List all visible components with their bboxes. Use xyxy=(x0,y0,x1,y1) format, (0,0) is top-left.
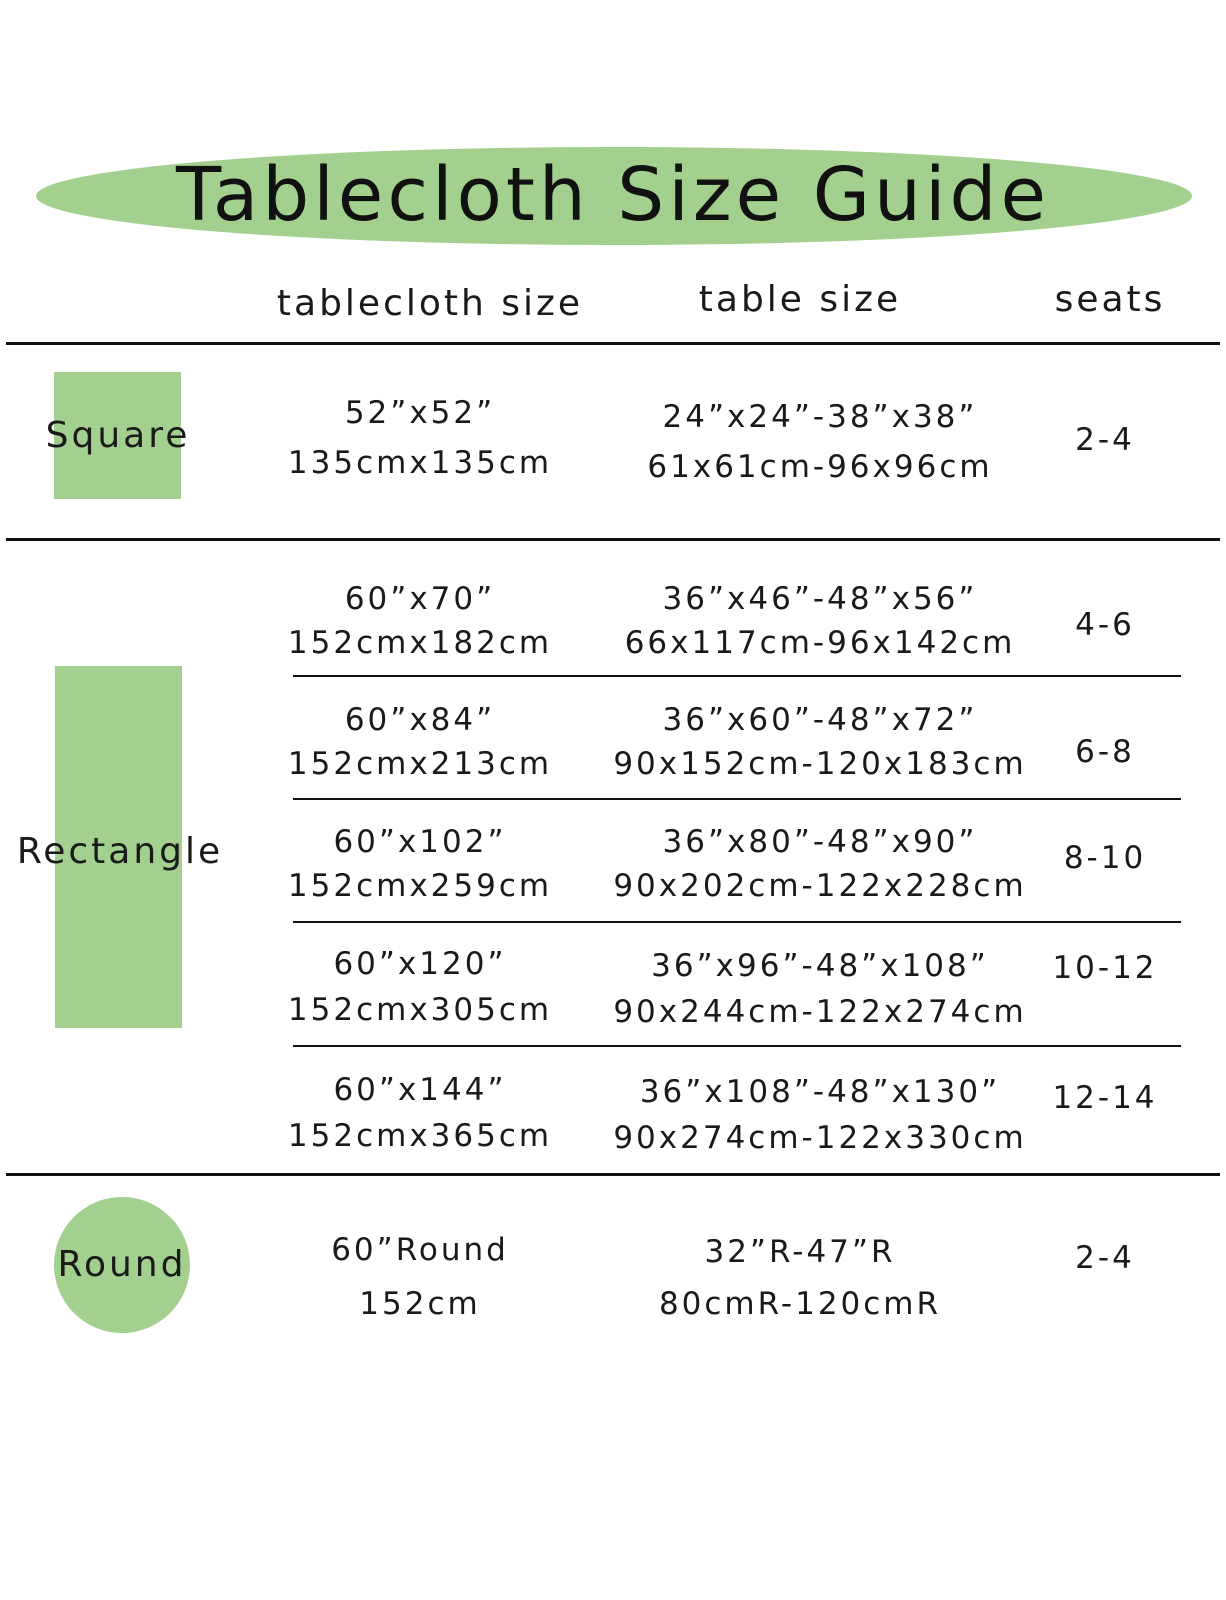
seats-value: 2-4 xyxy=(1075,1240,1135,1276)
cloth-size-cm: 152cmx365cm xyxy=(287,1118,553,1154)
shape-label-rectangle: Rectangle xyxy=(16,831,224,872)
seats-value: 6-8 xyxy=(1075,734,1135,770)
cloth-size-in: 60”Round xyxy=(331,1232,509,1268)
header-table-size: table size xyxy=(698,279,902,320)
table-size-cm: 90x244cm-122x274cm xyxy=(613,994,1027,1030)
header-seats: seats xyxy=(1054,279,1166,320)
shape-label-square: Square xyxy=(45,415,191,456)
cloth-size-in: 60”x84” xyxy=(344,702,496,738)
rule-square-end xyxy=(6,538,1220,541)
seats-value: 10-12 xyxy=(1052,950,1158,986)
table-size-in: 36”x60”-48”x72” xyxy=(662,702,978,738)
row-divider xyxy=(293,921,1181,923)
table-size-cm: 90x202cm-122x228cm xyxy=(613,868,1027,904)
cloth-size-cm: 152cm xyxy=(359,1286,481,1322)
rule-header xyxy=(6,342,1220,345)
table-size-in: 36”x108”-48”x130” xyxy=(639,1074,1001,1110)
table-size-cm: 90x274cm-122x330cm xyxy=(613,1120,1027,1156)
row-divider xyxy=(293,798,1181,800)
page-title: Tablecloth Size Guide xyxy=(175,152,1051,238)
table-size-in: 36”x96”-48”x108” xyxy=(651,948,989,984)
table-size-cm: 80cmR-120cmR xyxy=(658,1286,942,1322)
cloth-size-cm: 152cmx305cm xyxy=(287,992,553,1028)
row-divider xyxy=(293,675,1181,677)
table-size-cm: 66x117cm-96x142cm xyxy=(624,625,1016,661)
table-size-in: 32”R-47”R xyxy=(704,1234,896,1270)
cloth-size-in: 60”x144” xyxy=(333,1072,507,1108)
cloth-size-cm: 152cmx259cm xyxy=(287,868,553,904)
table-size-cm: 61x61cm-96x96cm xyxy=(647,449,993,485)
cloth-size-in: 60”x70” xyxy=(344,581,496,617)
table-size-in: 36”x46”-48”x56” xyxy=(662,581,978,617)
cloth-size-in: 60”x102” xyxy=(333,824,507,860)
cloth-size-cm: 152cmx213cm xyxy=(287,746,553,782)
cloth-size-in: 60”x120” xyxy=(333,946,507,982)
seats-value: 2-4 xyxy=(1075,422,1135,458)
cloth-size-cm: 135cmx135cm xyxy=(287,445,553,481)
header-tablecloth-size: tablecloth size xyxy=(276,283,584,324)
cloth-size-cm: 152cmx182cm xyxy=(287,625,553,661)
shape-label-round: Round xyxy=(57,1244,187,1285)
cloth-size-in: 52”x52” xyxy=(344,395,496,431)
table-size-in: 36”x80”-48”x90” xyxy=(662,824,978,860)
rule-rectangle-end xyxy=(6,1173,1220,1176)
seats-value: 4-6 xyxy=(1075,607,1135,643)
table-size-in: 24”x24”-38”x38” xyxy=(662,399,978,435)
seats-value: 8-10 xyxy=(1063,840,1147,876)
row-divider xyxy=(293,1045,1181,1047)
table-size-cm: 90x152cm-120x183cm xyxy=(613,746,1027,782)
seats-value: 12-14 xyxy=(1052,1080,1158,1116)
